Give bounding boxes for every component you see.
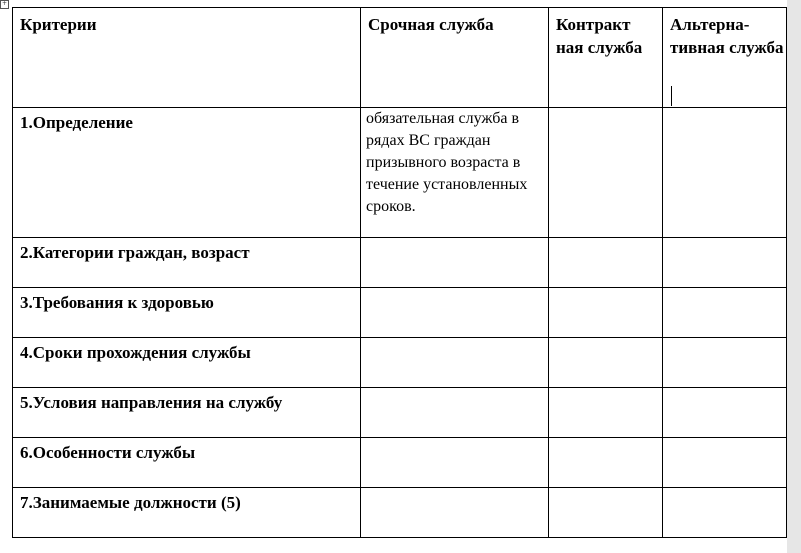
conscript-value	[361, 388, 548, 391]
alternative-value	[663, 438, 786, 441]
criterion-label: 2.Категории граждан, возраст	[20, 243, 250, 262]
page-margin-strip	[787, 0, 801, 553]
header-label: Контракт ная служба	[556, 15, 643, 57]
criterion-cell[interactable]	[13, 488, 361, 538]
criterion-cell[interactable]	[13, 438, 361, 488]
conscript-cell[interactable]	[361, 238, 549, 288]
criterion-label: 3.Требования к здоровью	[20, 293, 214, 312]
alternative-cell[interactable]	[663, 288, 787, 338]
contract-value	[549, 108, 662, 111]
criterion-cell[interactable]	[13, 238, 361, 288]
conscript-cell[interactable]	[361, 108, 549, 238]
conscript-value	[361, 288, 548, 291]
contract-cell[interactable]	[549, 338, 663, 388]
criterion-cell[interactable]	[13, 108, 361, 238]
criterion-label: 7.Занимаемые должности (5)	[20, 493, 241, 512]
header-cell-contract[interactable]	[549, 8, 663, 108]
header-cell-criteria[interactable]	[13, 8, 361, 108]
conscript-cell[interactable]	[361, 488, 549, 538]
criterion-label: 1.Определение	[20, 113, 133, 132]
criterion-cell[interactable]	[13, 388, 361, 438]
contract-cell[interactable]	[549, 388, 663, 438]
alternative-cell[interactable]	[663, 388, 787, 438]
contract-cell[interactable]	[549, 488, 663, 538]
table-move-handle-icon[interactable]: +	[1, 0, 8, 7]
conscript-value	[361, 238, 548, 241]
contract-value	[549, 338, 662, 341]
contract-cell[interactable]	[549, 288, 663, 338]
table-row	[13, 238, 787, 288]
contract-cell[interactable]	[549, 108, 663, 238]
alternative-value	[663, 238, 786, 241]
conscript-definition-text: обязательная служба в рядах ВС граждан призывного возраста в течение установленных сроков.	[366, 110, 528, 215]
alternative-cell[interactable]	[663, 238, 787, 288]
table-row	[13, 438, 787, 488]
alternative-value	[663, 388, 786, 391]
contract-value	[549, 388, 662, 391]
table-row	[13, 108, 787, 238]
header-cell-conscript[interactable]	[361, 8, 549, 108]
conscript-value	[361, 338, 548, 341]
table-row	[13, 288, 787, 338]
alternative-value	[663, 288, 786, 291]
contract-value	[549, 238, 662, 241]
header-cell-alternative[interactable]	[663, 8, 787, 108]
criterion-label: 6.Особенности службы	[20, 443, 196, 462]
contract-value	[549, 288, 662, 291]
criterion-cell[interactable]	[13, 338, 361, 388]
contract-cell[interactable]	[549, 438, 663, 488]
contract-value	[549, 438, 662, 441]
contract-cell[interactable]	[549, 238, 663, 288]
alternative-cell[interactable]	[663, 438, 787, 488]
criterion-cell[interactable]	[13, 288, 361, 338]
conscript-value	[361, 488, 548, 491]
text-cursor	[671, 86, 672, 106]
header-label: Альтерна-тивная служба	[670, 15, 784, 57]
header-label: Критерии	[20, 15, 97, 34]
conscript-value	[361, 438, 548, 441]
contract-value	[549, 488, 662, 491]
alternative-value	[663, 108, 786, 111]
alternative-cell[interactable]	[663, 108, 787, 238]
criterion-label: 4.Сроки прохождения службы	[20, 343, 251, 362]
alternative-cell[interactable]	[663, 488, 787, 538]
table-row	[13, 488, 787, 538]
alternative-value	[663, 338, 786, 341]
criterion-label: 5.Условия направления на службу	[20, 393, 283, 412]
table-row	[13, 388, 787, 438]
alternative-cell[interactable]	[663, 338, 787, 388]
alternative-value	[663, 488, 786, 491]
conscript-cell[interactable]	[361, 438, 549, 488]
table-row	[13, 338, 787, 388]
header-label: Срочная служба	[368, 15, 494, 34]
conscript-cell[interactable]	[361, 338, 549, 388]
conscript-cell[interactable]	[361, 288, 549, 338]
conscript-cell[interactable]	[361, 388, 549, 438]
